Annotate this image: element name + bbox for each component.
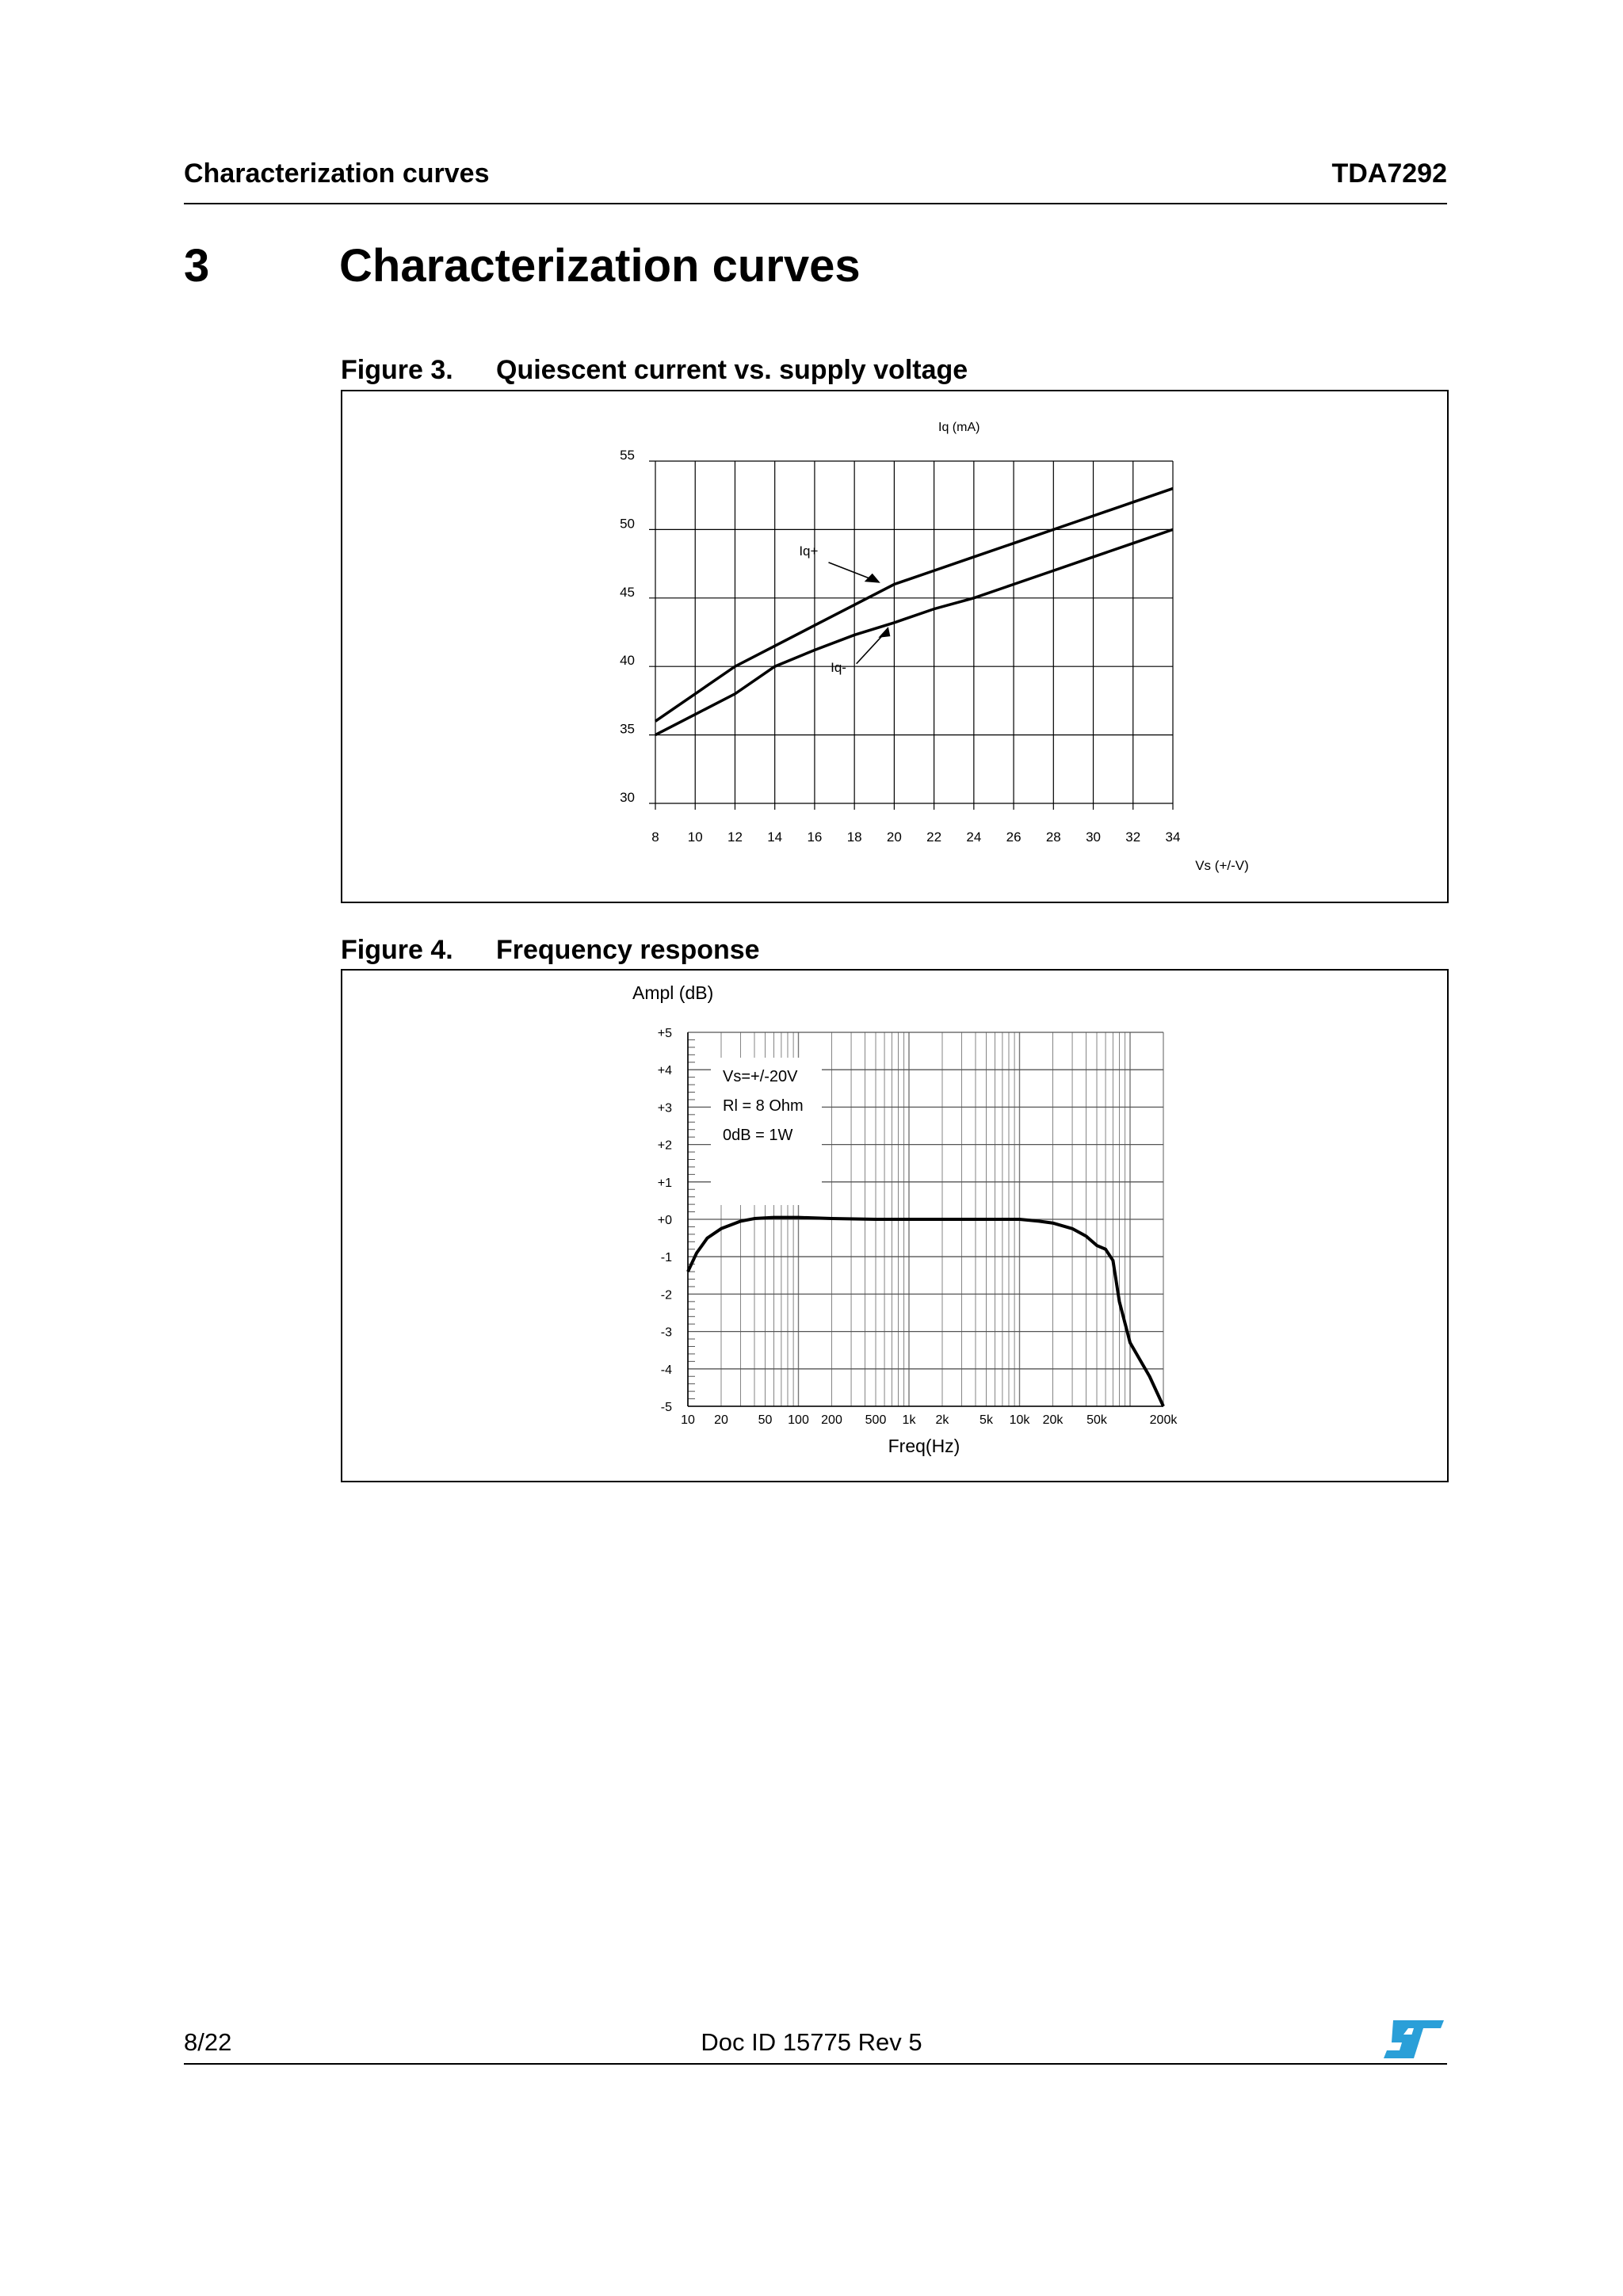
header-section-name: Characterization curves <box>184 158 490 189</box>
figure3-xtick-label: 8 <box>651 830 659 845</box>
figure4-xtick-label: 10k <box>1009 1413 1030 1427</box>
figure3-caption: Quiescent current vs. supply voltage <box>496 355 968 385</box>
figure4-annotation: Rl = 8 Ohm <box>723 1097 804 1115</box>
figure4-xtick-label: 50k <box>1086 1413 1107 1427</box>
figure3-series-iq-minus <box>655 529 1173 734</box>
figure4-caption: Frequency response <box>496 935 760 965</box>
figure4-ytick-label: +1 <box>657 1176 672 1190</box>
figure4-xtick-label: 500 <box>865 1413 887 1427</box>
figure4-xtick-label: 50 <box>758 1413 773 1427</box>
figure4-xtick-label: 20k <box>1042 1413 1064 1427</box>
figure4-ytick-label: -5 <box>660 1401 672 1414</box>
figure4-chart <box>342 971 1447 1481</box>
figure3-chart <box>342 391 1447 902</box>
section-title: Characterization curves <box>339 240 861 292</box>
figure3-ytick-label: 45 <box>620 584 635 600</box>
st-logo <box>1382 2017 1445 2061</box>
st-logo-icon <box>1382 2017 1445 2061</box>
footer-page-number: 8/22 <box>184 2028 232 2056</box>
footer-divider <box>184 2063 1447 2065</box>
figure3-xtick-label: 18 <box>846 830 862 845</box>
figure3-xtick-label: 34 <box>1165 830 1181 845</box>
figure4-ytick-label: +5 <box>657 1027 672 1040</box>
figure3-annotation-iq-plus: Iq+ <box>799 543 819 559</box>
figure4-xtick-label: 1k <box>902 1413 916 1427</box>
figure3-xtick-label: 30 <box>1086 830 1101 845</box>
figure4-annotation: 0dB = 1W <box>723 1127 793 1144</box>
figure3-ylabel: Iq (mA) <box>938 421 980 434</box>
figure3-ytick-label: 55 <box>620 448 635 463</box>
figure4-ytick-label: +4 <box>657 1064 672 1078</box>
figure4-frame <box>341 969 1449 1482</box>
figure4-xtick-label: 2k <box>935 1413 949 1427</box>
figure4-series-response <box>688 1218 1163 1406</box>
figure4-xtick-label: 200 <box>821 1413 842 1427</box>
figure3-xtick-label: 26 <box>1006 830 1022 845</box>
figure3-ytick-label: 40 <box>620 653 635 669</box>
figure3-xtick-label: 12 <box>727 830 743 845</box>
figure3-xtick-label: 22 <box>926 830 942 845</box>
header-divider <box>184 203 1447 204</box>
figure4-xtick-label: 100 <box>788 1413 809 1427</box>
figure4-ylabel: Ampl (dB) <box>632 982 714 1003</box>
figure3-frame <box>341 390 1449 903</box>
figure4-xlabel: Freq(Hz) <box>888 1436 960 1456</box>
figure3-ytick-label: 50 <box>620 516 635 532</box>
figure3-xtick-label: 24 <box>966 830 982 845</box>
figure3-xtick-label: 16 <box>807 830 823 845</box>
figure4-ytick-label: -1 <box>660 1251 672 1265</box>
figure4-annotation: Vs=+/-20V <box>723 1068 798 1085</box>
figure3-arrow-iq-minus <box>857 634 884 664</box>
header-part-number: TDA7292 <box>1331 158 1447 189</box>
figure3-ytick-label: 30 <box>620 790 635 805</box>
figure4-ytick-label: -4 <box>660 1363 672 1377</box>
figure3-xtick-label: 20 <box>886 830 902 845</box>
figure3-annotation-iq-minus: Iq- <box>831 660 846 676</box>
figure3-xtick-label: 28 <box>1045 830 1061 845</box>
figure4-label: Figure 4. <box>341 935 453 965</box>
figure4-xtick-label: 20 <box>714 1413 728 1427</box>
figure4-xtick-label: 5k <box>980 1413 993 1427</box>
figure4-ytick-label: -2 <box>660 1288 672 1302</box>
figure3-series-iq-plus <box>655 489 1173 722</box>
figure3-arrowhead-iq-plus <box>865 574 880 583</box>
figure4-ytick-label: +3 <box>657 1101 672 1116</box>
figure4-ytick-label: +2 <box>657 1138 672 1153</box>
section-number: 3 <box>184 240 210 292</box>
figure3-xtick-label: 10 <box>687 830 703 845</box>
figure3-arrow-iq-plus <box>829 563 875 580</box>
figure4-ytick-label: -3 <box>660 1325 672 1340</box>
figure3-xtick-label: 32 <box>1125 830 1141 845</box>
figure3-ytick-label: 35 <box>620 721 635 737</box>
figure3-label: Figure 3. <box>341 355 453 385</box>
figure3-xtick-label: 14 <box>767 830 783 845</box>
footer-doc-id: Doc ID 15775 Rev 5 <box>701 2028 922 2056</box>
figure4-xtick-label: 200k <box>1149 1413 1178 1427</box>
figure4-ytick-label: +0 <box>657 1214 672 1227</box>
figure4-xtick-label: 10 <box>681 1413 695 1427</box>
figure3-xlabel: Vs (+/-V) <box>1195 858 1249 873</box>
